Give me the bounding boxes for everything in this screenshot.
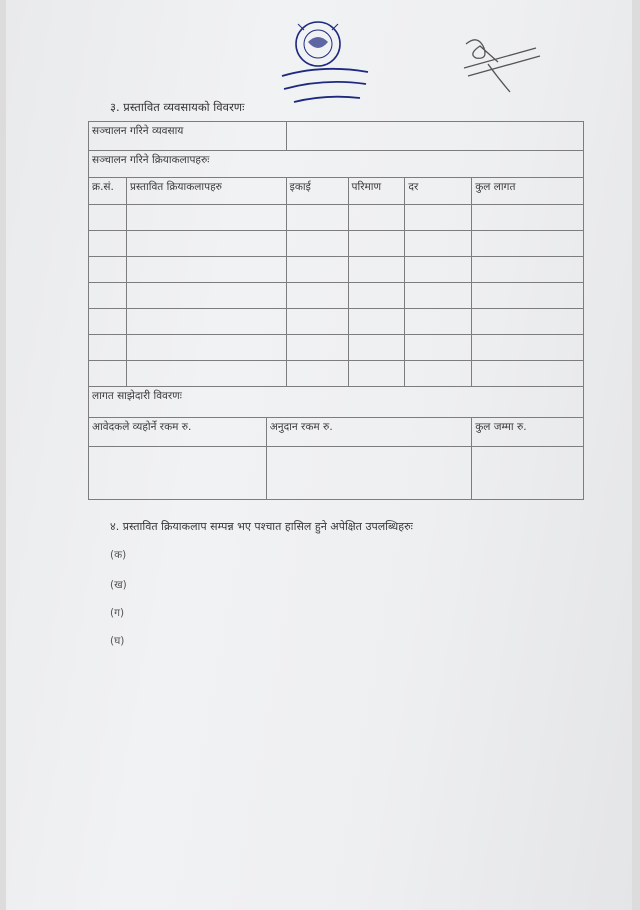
activity-cell[interactable] [472,361,584,387]
activity-cell[interactable] [405,361,472,387]
cost-sharing-values-row [89,447,584,500]
activity-cell[interactable] [472,257,584,283]
activity-cell[interactable] [126,335,286,361]
activity-cell[interactable] [405,257,472,283]
activity-row [89,283,584,309]
col-rate-header: दर [405,178,472,205]
activity-cell[interactable] [286,257,348,283]
activity-cell[interactable] [472,283,584,309]
applicant-amount-field[interactable] [89,447,267,500]
grant-amount-header: अनुदान रकम रु. [266,418,471,447]
activity-cell[interactable] [89,361,127,387]
activity-cell[interactable] [286,361,348,387]
activity-cell[interactable] [405,283,472,309]
activity-cell[interactable] [89,309,127,335]
activity-cell[interactable] [472,335,584,361]
activities-label: सञ्चालन गरिने क्रियाकलापहरुः [89,151,584,178]
activity-cell[interactable] [348,309,405,335]
section-3-heading: ३. प्रस्तावित व्यवसायको विवरणः [110,100,245,114]
activity-row [89,335,584,361]
activity-cell[interactable] [348,231,405,257]
cost-sharing-label-row [89,387,584,418]
activity-cell[interactable] [405,205,472,231]
col-activities-header: प्रस्तावित क्रियाकलापहरु [126,178,286,205]
activity-cell[interactable] [405,335,472,361]
form-page [6,0,632,910]
col-quantity-header: परिमाण [348,178,405,205]
activity-cell[interactable] [405,309,472,335]
activity-cell[interactable] [348,361,405,387]
activity-cell[interactable] [89,283,127,309]
activity-row [89,231,584,257]
activity-cell[interactable] [89,205,127,231]
business-value-field[interactable] [286,122,583,151]
activity-cell[interactable] [348,205,405,231]
col-serial-header: क्र.सं. [89,178,127,205]
handwritten-signature [458,34,548,94]
activity-cell[interactable] [472,205,584,231]
col-total-cost-header: कुल लागत [472,178,584,205]
activity-cell[interactable] [89,231,127,257]
outcome-item: (ख) [110,579,127,591]
activity-cell[interactable] [126,283,286,309]
activity-cell[interactable] [126,257,286,283]
business-row [89,122,584,151]
col-unit-header: इकाई [286,178,348,205]
grant-amount-field[interactable] [266,447,471,500]
activity-cell[interactable] [126,205,286,231]
activity-cell[interactable] [126,361,286,387]
outcome-item: (घ) [110,635,125,647]
cost-sharing-header-row [89,418,584,447]
activities-header-row [89,178,584,205]
applicant-amount-header: आवेदकले व्यहोर्ने रकम रु. [89,418,267,447]
total-amount-header: कुल जम्मा रु. [472,418,584,447]
activity-cell[interactable] [89,257,127,283]
activity-row [89,361,584,387]
business-label: सञ्चालन गरिने व्यवसाय [89,122,287,151]
section-4-heading: ४. प्रस्तावित क्रियाकलाप सम्पन्न भए पश्चात हासिल हुने अपेक्षित उपलब्धिहरुः [110,520,413,533]
business-details-table [88,121,584,500]
activity-cell[interactable] [126,309,286,335]
activities-rows [89,205,584,387]
activity-cell[interactable] [286,231,348,257]
activity-cell[interactable] [286,335,348,361]
activity-cell[interactable] [348,283,405,309]
activity-cell[interactable] [286,309,348,335]
activity-cell[interactable] [348,335,405,361]
activity-cell[interactable] [348,257,405,283]
outcome-item: (क) [110,549,127,561]
office-seal-stamp [268,14,378,114]
activities-label-row [89,151,584,178]
activity-cell[interactable] [472,231,584,257]
activity-row [89,205,584,231]
activity-cell[interactable] [472,309,584,335]
activity-cell[interactable] [126,231,286,257]
activity-row [89,257,584,283]
activity-cell[interactable] [89,335,127,361]
activity-cell[interactable] [286,205,348,231]
activity-cell[interactable] [405,231,472,257]
activity-row [89,309,584,335]
cost-sharing-label: लागत साझेदारी विवरणः [89,387,584,418]
total-amount-field[interactable] [472,447,584,500]
outcome-item: (ग) [110,607,125,619]
activity-cell[interactable] [286,283,348,309]
